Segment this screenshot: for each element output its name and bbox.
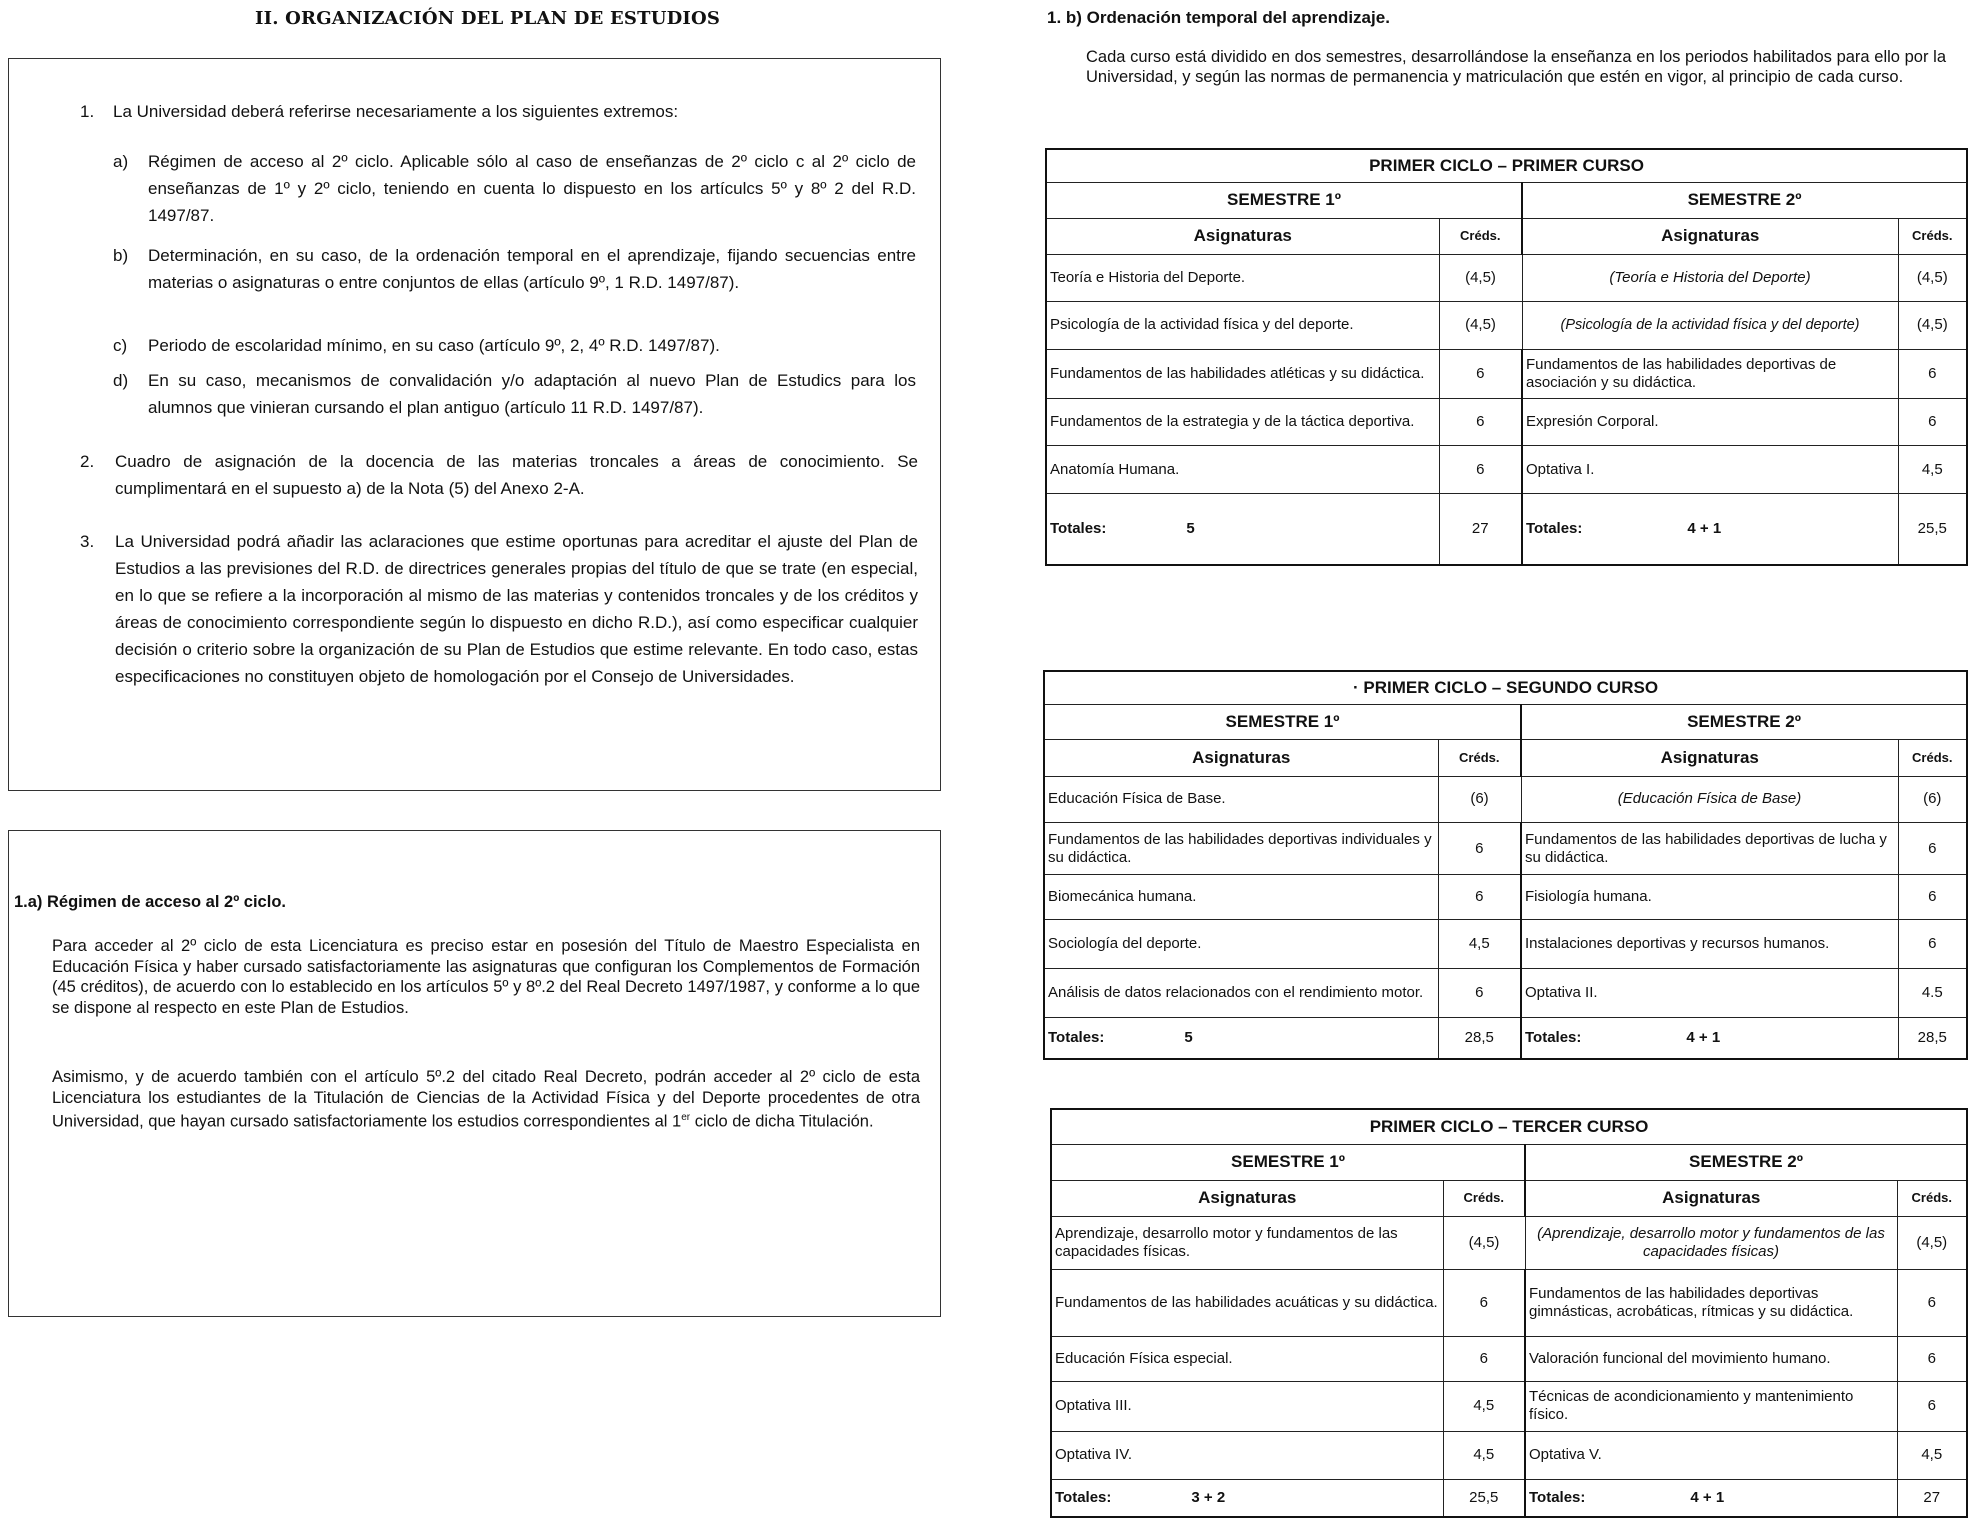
subjects-header: Asignaturas (1522, 218, 1898, 255)
subject-cell: Biomecánica humana. (1044, 875, 1438, 920)
credits-cell: 6 (1439, 398, 1522, 446)
subject-cell: Valoración funcional del movimiento humano. (1525, 1336, 1897, 1381)
subject-cell: (Psicología de la actividad física y del deporte) (1522, 302, 1898, 350)
access-paragraph-2: Asimismo, y de acuerdo también con el artículo 5º.2 del citado Real Decreto, podrán acceder al 2º ciclo de esta Licenciatura los estudiantes de la Titulación de Ciencias de la Actividad Física y del Deporte procedentes de otra Universidad, que hayan cursado satisfactoriamente los estudios correspondientes al 1er ciclo de dicha Titulación. (52, 1068, 920, 1131)
credits-cell: 6 (1438, 875, 1521, 920)
credits-cell: 6 (1898, 349, 1967, 398)
item-2-text: Cuadro de asignación de la docencia de las materias troncales a áreas de conocimiento. Se cumplimentará en el supuesto a) de la Nota (5) del Anexo 2-A. (115, 452, 918, 498)
credits-cell: 4.5 (1898, 969, 1967, 1018)
credits-cell: (4,5) (1897, 1216, 1967, 1269)
totals-cell: Totales: 4 + 1 (1525, 1479, 1897, 1517)
totals-cell: Totales: 5 (1044, 1018, 1438, 1059)
subject-cell: Aprendizaje, desarrollo motor y fundamentos de las capacidades físicas. (1051, 1216, 1443, 1269)
page-title: II. ORGANIZACIÓN DEL PLAN DE ESTUDIOS (255, 8, 721, 29)
temporal-order-title: 1. b) Ordenación temporal del aprendizaje. (1047, 8, 1390, 27)
credits-header: Créds. (1439, 218, 1522, 255)
subject-cell: Teoría e Historia del Deporte. (1046, 255, 1439, 302)
subject-cell: Fundamentos de las habilidades deportivas individuales y su didáctica. (1044, 822, 1438, 874)
subject-cell: Fundamentos de las habilidades acuáticas y su didáctica. (1051, 1269, 1443, 1336)
credits-cell: (4,5) (1439, 302, 1522, 350)
credits-cell: 6 (1898, 398, 1967, 446)
totals-cell: Totales: 5 (1046, 494, 1439, 565)
credits-cell: 6 (1439, 446, 1522, 494)
subjects-header: Asignaturas (1521, 740, 1898, 777)
subject-cell: Educación Física especial. (1051, 1336, 1443, 1381)
credits-cell: (6) (1438, 776, 1521, 822)
sub-c-text: Periodo de escolaridad mínimo, en su caso (artículo 9º, 2, 4º R.D. 1497/87). (148, 336, 720, 355)
plan-table-segundo-curso (1043, 670, 1968, 1060)
credits-cell: 6 (1439, 349, 1522, 398)
totals-credits: 27 (1897, 1479, 1967, 1517)
totals-cell: Totales: 4 + 1 (1522, 494, 1898, 565)
semester-2-header: SEMESTRE 2º (1522, 183, 1967, 219)
sub-a-text: Régimen de acceso al 2º ciclo. Aplicable sólo al caso de enseñanzas de 2º ciclo c al 2º ciclo de enseñanzas de 1º y 2º ciclo, teniendo en cuenta lo dispuesto en los artículcs 5º y 8º 2 del R.D. 1497/87. (148, 152, 916, 225)
item-1-text: La Universidad deberá referirse necesariamente a los siguientes extremos: (113, 102, 679, 121)
subject-cell: Fundamentos de las habilidades atléticas y su didáctica. (1046, 349, 1439, 398)
subjects-header: Asignaturas (1044, 740, 1438, 777)
subject-cell: Expresión Corporal. (1522, 398, 1898, 446)
item-3-text: La Universidad podrá añadir las aclaraciones que estime oportunas para acreditar el ajuste del Plan de Estudios a las previsiones del R.D. de directrices generales propias del título de que se trate (en especial, en lo que se refiere a la incorporación al mismo de las materias y contenidos troncales y de los créditos y áreas de conocimiento correspondiente según lo dispuesto en dicho R.D.), así como especificar cualquier decisión o criterio sobre la organización de su Plan de Estudios que estime relevante. En todo caso, estas especificaciones no constituyen objeto de homologación por el Consejo de Universidades. (115, 532, 918, 686)
subjects-header: Asignaturas (1525, 1180, 1897, 1216)
subject-cell: (Educación Física de Base) (1521, 776, 1898, 822)
credits-cell: 6 (1438, 969, 1521, 1018)
subject-cell: Optativa IV. (1051, 1431, 1443, 1479)
sub-d-label: d) (113, 371, 129, 390)
credits-cell: 4,5 (1898, 446, 1967, 494)
credits-header: Créds. (1898, 740, 1967, 777)
item-2-number: 2. (80, 452, 95, 471)
subject-cell: Sociología del deporte. (1044, 920, 1438, 969)
subject-cell: Optativa V. (1525, 1431, 1897, 1479)
credits-cell: 6 (1438, 822, 1521, 874)
subject-cell: Técnicas de acondicionamiento y mantenimiento físico. (1525, 1381, 1897, 1431)
totals-cell: Totales: 3 + 2 (1051, 1479, 1443, 1517)
credits-cell: (4,5) (1443, 1216, 1525, 1269)
credits-header: Créds. (1438, 740, 1521, 777)
subject-cell: Fundamentos de las habilidades deportivas gimnásticas, acrobáticas, rítmicas y su didáctica. (1525, 1269, 1897, 1336)
sub-c-label: c) (113, 336, 128, 355)
table-title: PRIMER CICLO – TERCER CURSO (1051, 1109, 1967, 1144)
item-3-number: 3. (80, 532, 95, 551)
access-paragraph-1: Para acceder al 2º ciclo de esta Licenciatura es preciso estar en posesión del Título de Maestro Especialista en Educación Física y haber cursado satisfactoriamente las asignaturas que configuran los Complementos de Formación (45 créditos), de acuerdo con lo establecido en los artículos 5º y 8º.2 del Real Decreto 1497/1987, y conforme a lo que se dispone al respecto en este Plan de Estudios. (52, 937, 920, 1017)
subject-cell: Optativa II. (1521, 969, 1898, 1018)
subject-cell: Fisiología humana. (1521, 875, 1898, 920)
subject-cell: Optativa III. (1051, 1381, 1443, 1431)
credits-header: Créds. (1898, 218, 1967, 255)
subject-cell: Optativa I. (1522, 446, 1898, 494)
semester-1-header: SEMESTRE 1º (1046, 183, 1522, 219)
subject-cell: (Aprendizaje, desarrollo motor y fundamentos de las capacidades físicas) (1525, 1216, 1897, 1269)
totals-credits: 28,5 (1438, 1018, 1521, 1059)
credits-cell: 4,5 (1438, 920, 1521, 969)
credits-cell: 6 (1898, 920, 1967, 969)
credits-cell: 4,5 (1443, 1431, 1525, 1479)
totals-credits: 25,5 (1898, 494, 1967, 565)
subject-cell: Instalaciones deportivas y recursos humanos. (1521, 920, 1898, 969)
credits-cell: 6 (1898, 875, 1967, 920)
subject-cell: Fundamentos de la estrategia y de la táctica deportiva. (1046, 398, 1439, 446)
plan-table-primer-curso (1045, 148, 1968, 566)
subject-cell: Anatomía Humana. (1046, 446, 1439, 494)
semester-2-header: SEMESTRE 2º (1521, 705, 1967, 740)
sub-b-label: b) (113, 246, 129, 265)
credits-cell: 4,5 (1897, 1431, 1967, 1479)
subjects-header: Asignaturas (1046, 218, 1439, 255)
credits-cell: (6) (1898, 776, 1967, 822)
subject-cell: (Teoría e Historia del Deporte) (1522, 255, 1898, 302)
totals-cell: Totales: 4 + 1 (1521, 1018, 1898, 1059)
credits-cell: (4,5) (1439, 255, 1522, 302)
credits-header: Créds. (1897, 1180, 1967, 1216)
plan-table-tercer-curso (1050, 1108, 1968, 1518)
item-1-number: 1. (80, 102, 95, 121)
credits-cell: 6 (1443, 1336, 1525, 1381)
semester-1-header: SEMESTRE 1º (1044, 705, 1521, 740)
credits-cell: 6 (1443, 1269, 1525, 1336)
semester-1-header: SEMESTRE 1º (1051, 1144, 1525, 1180)
credits-cell: (4,5) (1898, 255, 1967, 302)
sub-d-text: En su caso, mecanismos de convalidación y/o adaptación al nuevo Plan de Estudics para los alumnos que vinieran cursando el plan antiguo (artículo 11 R.D. 1497/87). (148, 371, 916, 417)
sub-b-text: Determinación, en su caso, de la ordenación temporal en el aprendizaje, fijando secuencias entre materias o asignaturas o entre conjuntos de ellas (artículo 9º, 1 R.D. 1497/87). (148, 246, 916, 292)
access-section-title: 1.a) Régimen de acceso al 2º ciclo. (14, 893, 286, 911)
subject-cell: Análisis de datos relacionados con el rendimiento motor. (1044, 969, 1438, 1018)
credits-cell: 6 (1897, 1336, 1967, 1381)
table-title: · PRIMER CICLO – SEGUNDO CURSO (1044, 671, 1967, 705)
credits-cell: 6 (1897, 1381, 1967, 1431)
credits-header: Créds. (1443, 1180, 1525, 1216)
table-title: PRIMER CICLO – PRIMER CURSO (1046, 149, 1967, 183)
totals-credits: 25,5 (1443, 1479, 1525, 1517)
sub-a-label: a) (113, 152, 129, 171)
subjects-header: Asignaturas (1051, 1180, 1443, 1216)
subject-cell: Fundamentos de las habilidades deportivas de asociación y su didáctica. (1522, 349, 1898, 398)
credits-cell: (4,5) (1898, 302, 1967, 350)
credits-cell: 6 (1898, 822, 1967, 874)
credits-cell: 6 (1897, 1269, 1967, 1336)
subject-cell: Psicología de la actividad física y del deporte. (1046, 302, 1439, 350)
subject-cell: Fundamentos de las habilidades deportivas de lucha y su didáctica. (1521, 822, 1898, 874)
credits-cell: 4,5 (1443, 1381, 1525, 1431)
temporal-order-paragraph: Cada curso está dividido en dos semestres, desarrollándose la enseñanza en los periodos habilitados para ello por la Universidad, y según las normas de permanencia y matriculación que estén en vigor, al principio de cada curso. (1086, 48, 1946, 86)
subject-cell: Educación Física de Base. (1044, 776, 1438, 822)
totals-credits: 27 (1439, 494, 1522, 565)
semester-2-header: SEMESTRE 2º (1525, 1144, 1967, 1180)
totals-credits: 28,5 (1898, 1018, 1967, 1059)
